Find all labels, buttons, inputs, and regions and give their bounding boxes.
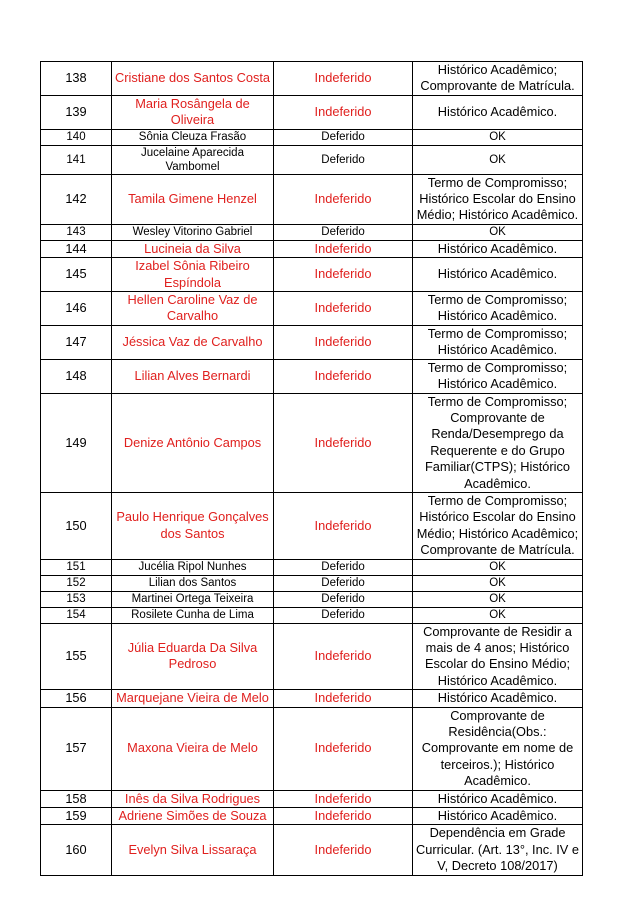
observation-cell: Histórico Acadêmico. <box>413 808 583 825</box>
row-number-cell: 154 <box>41 607 112 623</box>
name-cell: Maxona Vieira de Melo <box>112 707 274 790</box>
status-cell: Indeferido <box>274 690 413 707</box>
table-row <box>41 393 583 492</box>
row-number-cell: 159 <box>41 808 112 825</box>
status-cell: Deferido <box>274 145 413 174</box>
status-cell: Indeferido <box>274 240 413 257</box>
name-cell: Jucélia Ripol Nunhes <box>112 559 274 575</box>
table-row <box>41 224 583 240</box>
status-cell: Indeferido <box>274 790 413 807</box>
row-number-cell: 158 <box>41 790 112 807</box>
name-cell: Maria Rosângela de Oliveira <box>112 95 274 129</box>
name-cell: Jéssica Vaz de Carvalho <box>112 325 274 359</box>
name-cell: Lilian dos Santos <box>112 575 274 591</box>
results-table <box>40 61 583 876</box>
status-cell: Deferido <box>274 575 413 591</box>
observation-cell: Termo de Compromisso; Histórico Acadêmico. <box>413 359 583 393</box>
table-row <box>41 325 583 359</box>
status-cell: Deferido <box>274 224 413 240</box>
row-number-cell: 145 <box>41 258 112 292</box>
table-row <box>41 559 583 575</box>
table-row <box>41 95 583 129</box>
name-cell: Evelyn Silva Lissaraça <box>112 825 274 875</box>
name-cell: Izabel Sônia Ribeiro Espíndola <box>112 258 274 292</box>
name-cell: Jucelaine Aparecida Vambomel <box>112 145 274 174</box>
observation-cell: OK <box>413 591 583 607</box>
table-row <box>41 825 583 875</box>
observation-cell: Histórico Acadêmico. <box>413 690 583 707</box>
name-cell: Adriene Simões de Souza <box>112 808 274 825</box>
observation-cell: Histórico Acadêmico. <box>413 240 583 257</box>
row-number-cell: 149 <box>41 393 112 492</box>
observation-cell: Histórico Acadêmico. <box>413 790 583 807</box>
observation-cell: Termo de Compromisso; Histórico Acadêmico. <box>413 292 583 326</box>
name-cell: Lilian Alves Bernardi <box>112 359 274 393</box>
name-cell: Inês da Silva Rodrigues <box>112 790 274 807</box>
table-row <box>41 129 583 145</box>
observation-cell: Termo de Compromisso; Comprovante de Renda/Desemprego da Requerente e do Grupo Familiar(CTPS); Histórico Acadêmico. <box>413 393 583 492</box>
status-cell: Indeferido <box>274 95 413 129</box>
status-cell: Deferido <box>274 607 413 623</box>
row-number-cell: 151 <box>41 559 112 575</box>
table-row <box>41 707 583 790</box>
status-cell: Indeferido <box>274 292 413 326</box>
row-number-cell: 144 <box>41 240 112 257</box>
name-cell: Hellen Caroline Vaz de Carvalho <box>112 292 274 326</box>
row-number-cell: 140 <box>41 129 112 145</box>
table-row <box>41 623 583 690</box>
observation-cell: OK <box>413 575 583 591</box>
status-cell: Indeferido <box>274 325 413 359</box>
results-table-body <box>41 62 583 876</box>
status-cell: Indeferido <box>274 492 413 559</box>
table-row <box>41 62 583 96</box>
name-cell: Marquejane Vieira de Melo <box>112 690 274 707</box>
name-cell: Cristiane dos Santos Costa <box>112 62 274 96</box>
table-row <box>41 790 583 807</box>
table-row <box>41 359 583 393</box>
row-number-cell: 141 <box>41 145 112 174</box>
row-number-cell: 152 <box>41 575 112 591</box>
status-cell: Indeferido <box>274 393 413 492</box>
name-cell: Júlia Eduarda Da Silva Pedroso <box>112 623 274 690</box>
observation-cell: OK <box>413 559 583 575</box>
table-row <box>41 808 583 825</box>
name-cell: Paulo Henrique Gonçalves dos Santos <box>112 492 274 559</box>
row-number-cell: 160 <box>41 825 112 875</box>
table-row <box>41 240 583 257</box>
status-cell: Indeferido <box>274 623 413 690</box>
status-cell: Indeferido <box>274 174 413 224</box>
observation-cell: OK <box>413 145 583 174</box>
name-cell: Wesley Vitorino Gabriel <box>112 224 274 240</box>
row-number-cell: 150 <box>41 492 112 559</box>
status-cell: Indeferido <box>274 258 413 292</box>
observation-cell: Termo de Compromisso; Histórico Escolar do Ensino Médio; Histórico Acadêmico; Comprovante de Matrícula. <box>413 492 583 559</box>
status-cell: Indeferido <box>274 825 413 875</box>
status-cell: Indeferido <box>274 707 413 790</box>
observation-cell: OK <box>413 129 583 145</box>
row-number-cell: 157 <box>41 707 112 790</box>
name-cell: Martinei Ortega Teixeira <box>112 591 274 607</box>
status-cell: Indeferido <box>274 808 413 825</box>
table-row <box>41 591 583 607</box>
row-number-cell: 138 <box>41 62 112 96</box>
table-row <box>41 492 583 559</box>
name-cell: Tamila Gimene Henzel <box>112 174 274 224</box>
observation-cell: Comprovante de Residência(Obs.: Comprovante em nome de terceiros.); Histórico Acadêmico. <box>413 707 583 790</box>
row-number-cell: 153 <box>41 591 112 607</box>
row-number-cell: 156 <box>41 690 112 707</box>
name-cell: Denize Antônio Campos <box>112 393 274 492</box>
observation-cell: OK <box>413 224 583 240</box>
observation-cell: Termo de Compromisso; Histórico Escolar do Ensino Médio; Histórico Acadêmico. <box>413 174 583 224</box>
name-cell: Sônia Cleuza Frasão <box>112 129 274 145</box>
row-number-cell: 139 <box>41 95 112 129</box>
table-row <box>41 292 583 326</box>
table-row <box>41 145 583 174</box>
table-row <box>41 575 583 591</box>
status-cell: Deferido <box>274 559 413 575</box>
observation-cell: Histórico Acadêmico. <box>413 258 583 292</box>
observation-cell: Termo de Compromisso; Histórico Acadêmico. <box>413 325 583 359</box>
status-cell: Deferido <box>274 591 413 607</box>
row-number-cell: 146 <box>41 292 112 326</box>
table-row <box>41 607 583 623</box>
table-row <box>41 690 583 707</box>
row-number-cell: 142 <box>41 174 112 224</box>
table-row <box>41 174 583 224</box>
status-cell: Indeferido <box>274 359 413 393</box>
status-cell: Deferido <box>274 129 413 145</box>
row-number-cell: 147 <box>41 325 112 359</box>
observation-cell: OK <box>413 607 583 623</box>
observation-cell: Histórico Acadêmico; Comprovante de Matrícula. <box>413 62 583 96</box>
row-number-cell: 148 <box>41 359 112 393</box>
row-number-cell: 155 <box>41 623 112 690</box>
name-cell: Lucineia da Silva <box>112 240 274 257</box>
row-number-cell: 143 <box>41 224 112 240</box>
status-cell: Indeferido <box>274 62 413 96</box>
observation-cell: Dependência em Grade Curricular. (Art. 13°, Inc. IV e V, Decreto 108/2017) <box>413 825 583 875</box>
observation-cell: Histórico Acadêmico. <box>413 95 583 129</box>
table-row <box>41 258 583 292</box>
observation-cell: Comprovante de Residir a mais de 4 anos; Histórico Escolar do Ensino Médio; Histórico Acadêmico. <box>413 623 583 690</box>
name-cell: Rosilete Cunha de Lima <box>112 607 274 623</box>
